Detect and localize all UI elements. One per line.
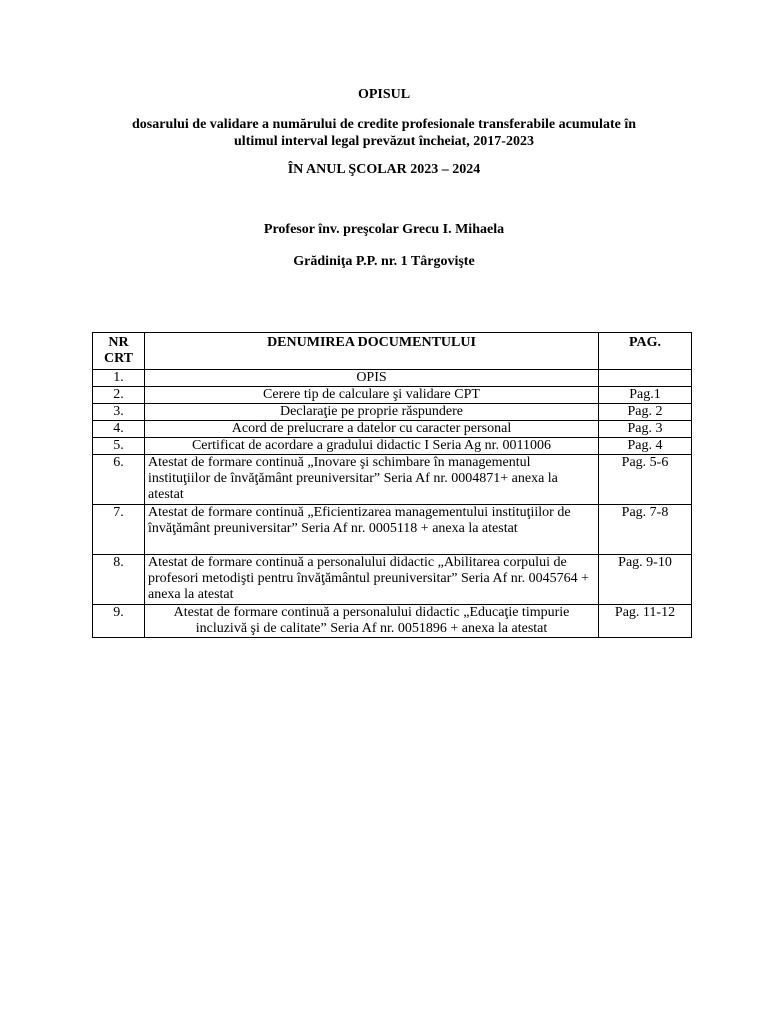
table-row xyxy=(93,387,692,404)
teacher-name: Profesor înv. preşcolar Grecu I. Mihaela xyxy=(263,222,505,237)
row-nr: 3. xyxy=(93,404,145,421)
row-nr: 8. xyxy=(93,555,145,605)
row-nr: 6. xyxy=(93,455,145,505)
header-page: PAG. xyxy=(599,333,692,370)
row-nr: 7. xyxy=(93,505,145,555)
header-nr-crt: NR CRT xyxy=(93,333,145,370)
row-document-name: Atestat de formare continuă a personalului didactic „Educaţie timpurie incluzivă şi de calitate” Seria Af nr. 0051896 + anexa la atestat xyxy=(145,605,599,638)
school-year: ÎN ANUL ŞCOLAR 2023 – 2024 xyxy=(287,162,481,177)
row-nr: 9. xyxy=(93,605,145,638)
row-page xyxy=(599,370,692,387)
table-header-row xyxy=(93,333,692,370)
row-page: Pag. 3 xyxy=(599,421,692,438)
row-document-name: Certificat de acordare a gradului didactic I Seria Ag nr. 0011006 xyxy=(145,438,599,455)
row-page: Pag. 2 xyxy=(599,404,692,421)
row-page: Pag. 5-6 xyxy=(599,455,692,505)
header-document-name: DENUMIREA DOCUMENTULUI xyxy=(145,333,599,370)
table-row xyxy=(93,455,692,505)
row-nr: 2. xyxy=(93,387,145,404)
table-row xyxy=(93,370,692,387)
row-nr: 1. xyxy=(93,370,145,387)
table-row xyxy=(93,404,692,421)
row-page: Pag. 4 xyxy=(599,438,692,455)
row-document-name: Atestat de formare continuă „Eficientizarea managementului instituţiilor de învăţământ preuniversitar” Seria Af nr. 0005118 + anexa la atestat xyxy=(145,505,599,555)
row-page: Pag. 7-8 xyxy=(599,505,692,555)
documents-table xyxy=(92,332,692,638)
table-row xyxy=(93,555,692,605)
row-document-name: Atestat de formare continuă a personalului didactic „Abilitarea corpului de profesori metodişti pentru învăţământul preuniversitar” Seria Af nr. 0045764 + anexa la atestat xyxy=(145,555,599,605)
institution-name: Grădiniţa P.P. nr. 1 Târgovişte xyxy=(293,254,475,269)
row-document-name: Atestat de formare continuă „Inovare şi schimbare în managementul instituţiilor de învăţământ preuniversitar” Seria Af nr. 0004871+ anexa la atestat xyxy=(145,455,599,505)
row-page: Pag.1 xyxy=(599,387,692,404)
table-row xyxy=(93,438,692,455)
row-nr: 5. xyxy=(93,438,145,455)
document-subtitle-line2: ultimul interval legal prevăzut încheiat, 2017-2023 xyxy=(234,134,534,149)
table-row xyxy=(93,605,692,638)
table-row xyxy=(93,421,692,438)
table-row xyxy=(93,505,692,555)
row-document-name: Cerere tip de calculare şi validare CPT xyxy=(145,387,599,404)
row-document-name: OPIS xyxy=(145,370,599,387)
document-title: OPISUL xyxy=(357,87,411,102)
document-subtitle-line1: dosarului de validare a numărului de credite profesionale transferabile acumulate în xyxy=(132,117,636,132)
row-page: Pag. 9-10 xyxy=(599,555,692,605)
row-document-name: Acord de prelucrare a datelor cu caracter personal xyxy=(145,421,599,438)
row-page: Pag. 11-12 xyxy=(599,605,692,638)
row-nr: 4. xyxy=(93,421,145,438)
row-document-name: Declaraţie pe proprie răspundere xyxy=(145,404,599,421)
